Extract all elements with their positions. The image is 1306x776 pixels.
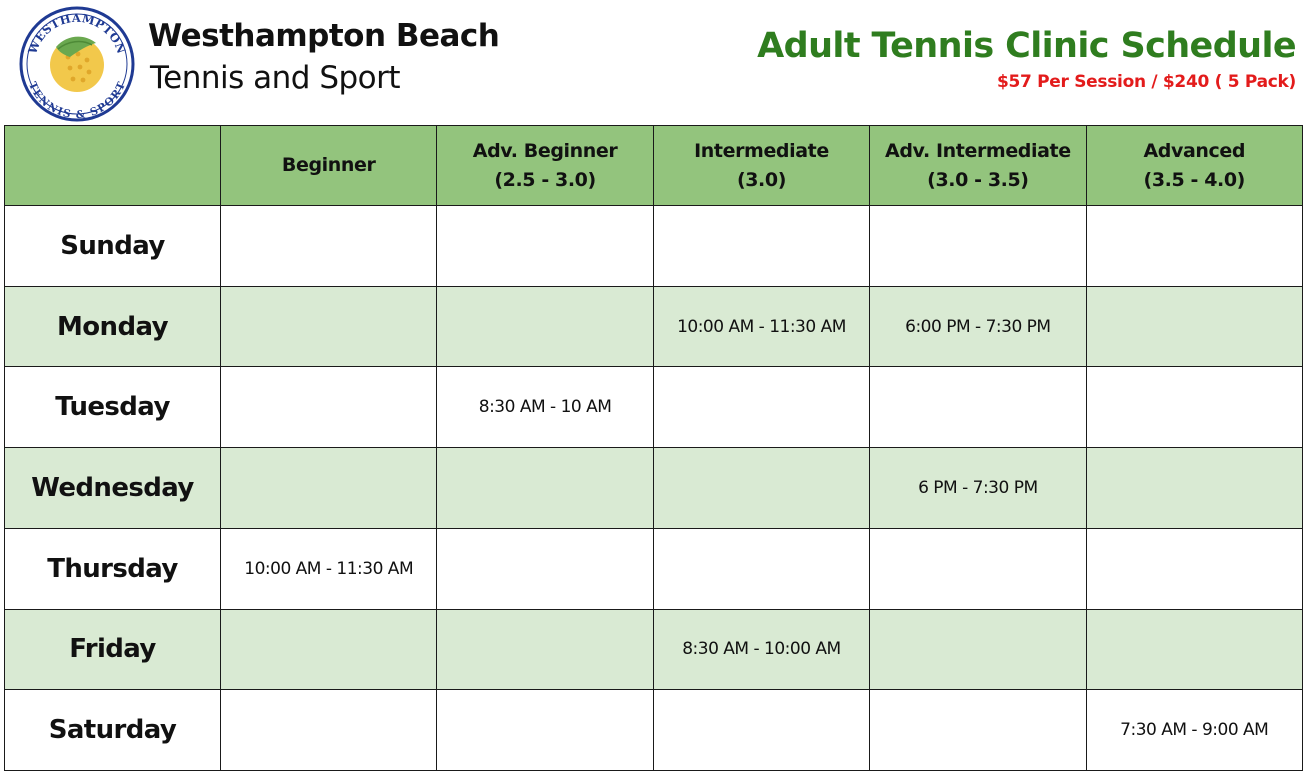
slot-cell: 6:00 PM - 7:30 PM <box>870 286 1086 367</box>
table-row-saturday <box>5 690 1303 771</box>
header-adv-intermediate <box>870 126 1086 206</box>
slot-cell <box>221 690 437 771</box>
header-label: Adv. Intermediate <box>885 139 1071 162</box>
brand-subtitle: Tennis and Sport <box>150 60 401 96</box>
slot-cell <box>870 609 1086 690</box>
header-corner <box>5 126 221 206</box>
slot-cell: 8:30 AM - 10:00 AM <box>653 609 869 690</box>
brand-name: Westhampton Beach <box>148 18 500 54</box>
day-label: Sunday <box>5 206 221 287</box>
header-label: Intermediate <box>694 139 829 162</box>
table-row-sunday <box>5 206 1303 287</box>
slot-cell <box>870 367 1086 448</box>
slot-cell <box>221 609 437 690</box>
day-label: Wednesday <box>5 448 221 529</box>
slot-cell: 8:30 AM - 10 AM <box>437 367 653 448</box>
slot-cell: 10:00 AM - 11:30 AM <box>221 528 437 609</box>
header-advanced <box>1086 126 1302 206</box>
table-row-tuesday <box>5 367 1303 448</box>
header-rating: (3.5 - 4.0) <box>1143 168 1245 191</box>
day-label: Saturday <box>5 690 221 771</box>
table-row-monday <box>5 286 1303 367</box>
document-title: Adult Tennis Clinic Schedule <box>757 26 1296 66</box>
slot-cell <box>437 690 653 771</box>
slot-cell <box>870 206 1086 287</box>
slot-cell <box>1086 528 1302 609</box>
slot-cell <box>437 286 653 367</box>
logo-text-top: WESTHAMPTON <box>25 10 129 56</box>
slot-cell <box>653 690 869 771</box>
slot-cell <box>437 609 653 690</box>
slot-cell <box>1086 609 1302 690</box>
table-row-friday <box>5 609 1303 690</box>
slot-cell: 7:30 AM - 9:00 AM <box>1086 690 1302 771</box>
day-label: Thursday <box>5 528 221 609</box>
price-note: $57 Per Session / $240 ( 5 Pack) <box>996 72 1296 92</box>
day-label: Monday <box>5 286 221 367</box>
slot-cell <box>870 528 1086 609</box>
header-rating: (3.0) <box>736 168 786 191</box>
slot-cell <box>870 690 1086 771</box>
day-label: Friday <box>5 609 221 690</box>
header-adv-beginner <box>437 126 653 206</box>
slot-cell <box>221 448 437 529</box>
clinic-schedule-table <box>4 125 1303 771</box>
table-header-row <box>5 126 1303 206</box>
header-rating: (3.0 - 3.5) <box>927 168 1029 191</box>
slot-cell <box>437 528 653 609</box>
logo-text-bottom: TENNIS & SPORT <box>25 80 129 122</box>
slot-cell <box>437 206 653 287</box>
day-label: Tuesday <box>5 367 221 448</box>
slot-cell <box>653 448 869 529</box>
header-beginner <box>221 126 437 206</box>
page-header <box>0 0 1306 124</box>
slot-cell: 6 PM - 7:30 PM <box>870 448 1086 529</box>
slot-cell <box>653 367 869 448</box>
slot-cell <box>653 528 869 609</box>
table-row-wednesday <box>5 448 1303 529</box>
header-rating: (2.5 - 3.0) <box>494 168 596 191</box>
slot-cell <box>221 367 437 448</box>
slot-cell <box>653 206 869 287</box>
slot-cell <box>221 286 437 367</box>
header-label: Adv. Beginner <box>472 139 618 162</box>
slot-cell <box>1086 286 1302 367</box>
slot-cell: 10:00 AM - 11:30 AM <box>653 286 869 367</box>
header-label: Advanced <box>1143 139 1246 162</box>
header-label: Beginner <box>281 154 376 176</box>
slot-cell <box>437 448 653 529</box>
slot-cell <box>1086 206 1302 287</box>
slot-cell <box>1086 367 1302 448</box>
table-row-thursday <box>5 528 1303 609</box>
slot-cell <box>1086 448 1302 529</box>
header-intermediate <box>653 126 869 206</box>
slot-cell <box>221 206 437 287</box>
club-logo <box>18 5 136 123</box>
